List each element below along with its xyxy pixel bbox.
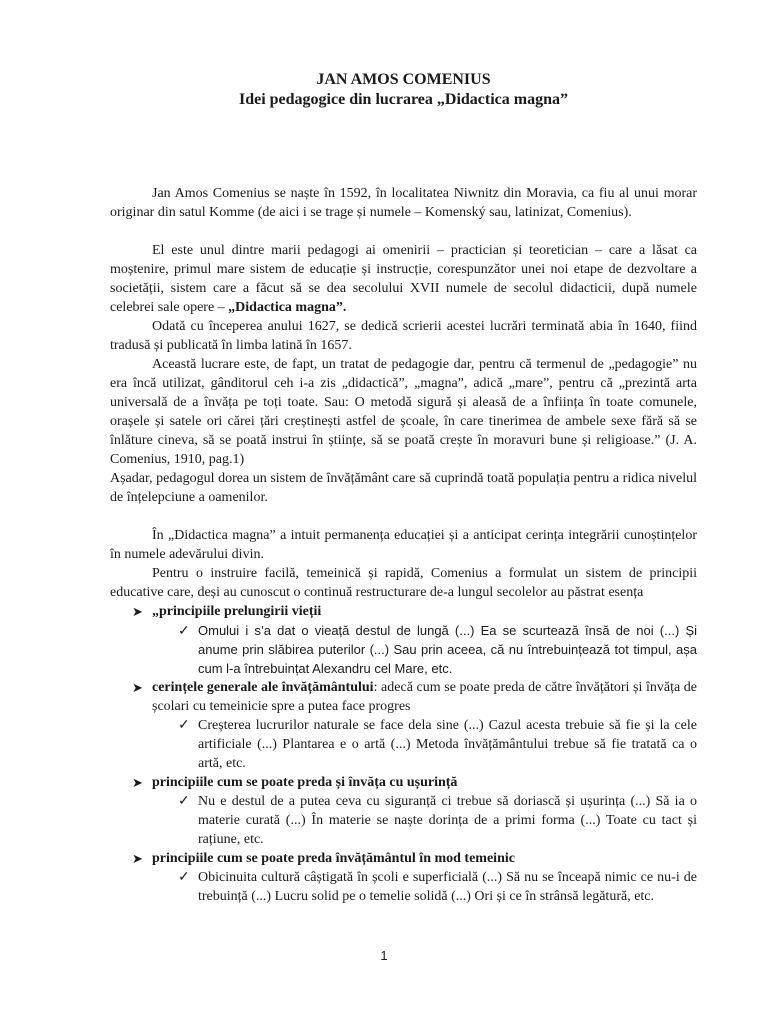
page-number: 1 bbox=[380, 948, 388, 963]
arrowhead-bullet-icon: ➤ bbox=[132, 851, 143, 866]
spacer bbox=[110, 222, 697, 241]
principle-subitem-text: Creșterea lucrurilor naturale se face dela sine (...) Cazul acesta trebuie să fie și la cele artificiale (...) Plantarea e o artă (...) Metoda învățământului trebue să fie tratată ca o artă, etc. bbox=[198, 718, 697, 771]
checkmark-bullet-icon: ✓ bbox=[178, 794, 190, 809]
paragraph-writing: Odată cu începerea anului 1627, se dedică scrierii acestei lucrări terminată abia în 1640, fiind tradusă și publicată în limba latină în 1657. bbox=[110, 319, 697, 353]
paragraph-pedagogue bbox=[110, 241, 697, 317]
principle-item bbox=[110, 678, 697, 716]
paragraph-permanence: În „Didactica magna” a intuit permanența educației și a anticipat cerința integrării cunoștințelor în numele adevărului divin. bbox=[110, 528, 697, 562]
checkmark-bullet-icon: ✓ bbox=[178, 718, 190, 733]
document-body bbox=[110, 70, 697, 906]
principle-subitem-text: Omului i s’a dat o vieață destul de lungă (...) Ea se scurtează însă de noi (...) Și anume prin slăbirea puterilor (...) Sau prin aceea, că nu întrebuințează tot timpul, așa cum l-a întrebuințat Alexandru cel Mare, etc. bbox=[198, 623, 697, 676]
arrowhead-bullet-icon: ➤ bbox=[132, 680, 143, 695]
principle-label: „principiile prelungirii vieții bbox=[152, 604, 322, 619]
principle-label: principiile cum se poate preda învățământul în mod temeinic bbox=[152, 851, 515, 866]
principle-suffix: : adecă cum se poate preda de către învățători și învăța de școlari cu temeinicie spre a putea face progres bbox=[152, 680, 697, 714]
checkmark-bullet-icon: ✓ bbox=[178, 622, 190, 638]
principle-subitem bbox=[110, 716, 697, 773]
paragraph-treatise: Această lucrare este, de fapt, un tratat de pedagogie dar, pentru că termenul de „pedagogie” nu era încă utilizat, gânditorul ceh i-a zis „didactică”, „magna”, adică „mare”, pentru că „prezintă arta universală de a învăța pe toți toate. Sau: O metodă sigură și aleasă de a înființa în toate comunele, orașele și satele ori cărei țări creștinești astfel de școale, în care tinerimea de ambele sexe fără să se înlăture cineva, să se poată instrui în științe, să se poată crește în moravuri bune și religioase.” (J. A. Comenius, 1910, pag.1) bbox=[110, 357, 697, 467]
principle-subitem bbox=[110, 868, 697, 906]
principle-item bbox=[110, 849, 697, 868]
principle-subitem bbox=[110, 621, 697, 678]
spacer bbox=[110, 110, 697, 184]
paragraph-principles-intro: Pentru o instruire facilă, temeinică și rapidă, Comenius a formulat un sistem de principii educative care, deși au cunoscut o continuă restructurare de-a lungul secolelor au păstrat esența bbox=[110, 566, 697, 600]
principle-item bbox=[110, 773, 697, 792]
paragraph-birth: Jan Amos Comenius se naște în 1592, în localitatea Niwnitz din Moravia, ca fiu al unui morar originar din satul Komme (de aici i se trage și numele – Komenský sau, latinizat, Comenius). bbox=[110, 186, 697, 220]
spacer bbox=[110, 507, 697, 526]
book-title-bold: „Didactica magna”. bbox=[228, 300, 347, 315]
principle-subitem-text: Obicinuita cultură câștigată în școli e superficială (...) Să nu se înceapă nimic ce nu-i de trebuință (...) Lucru solid pe o temelie solidă (...) Ori și ce în strânsă legătură, etc. bbox=[198, 870, 697, 904]
checkmark-bullet-icon: ✓ bbox=[178, 870, 190, 885]
doc-title: JAN AMOS COMENIUS bbox=[316, 71, 491, 88]
principle-label: cerințele generale ale învățământului bbox=[152, 680, 374, 695]
principle-subitem bbox=[110, 792, 697, 849]
paragraph-text: El este unul dintre marii pedagogi ai omenirii – practician și teoretician – care a lăsat ca moștenire, primul mare sistem de educație și instrucție, corespunzător unei noi etape de dezvoltare a societății, sistem care a făcut să se dea secolului XVII numele de secolul didacticii, după numele celebrei sale opere – bbox=[110, 243, 697, 315]
arrowhead-bullet-icon: ➤ bbox=[132, 604, 143, 619]
paragraph-conclusion: Așadar, pedagogul dorea un sistem de învățământ care să cuprindă toată populația pentru a ridica nivelul de înțelepciune a oamenilor. bbox=[110, 471, 697, 505]
doc-subtitle: Idei pedagogice din lucrarea „Didactica magna” bbox=[238, 91, 569, 108]
arrowhead-bullet-icon: ➤ bbox=[132, 775, 143, 790]
principle-label: principiile cum se poate preda și învăța cu ușurință bbox=[152, 775, 458, 790]
principle-item bbox=[110, 602, 697, 621]
principle-subitem-text: Nu e destul de a putea ceva cu siguranță ci trebue să doriască și ușurința (...) Să ia o materie curată (...) În materie se naște dorința de a primi forma (...) Toate cu tact și rațiune, etc. bbox=[198, 794, 697, 847]
